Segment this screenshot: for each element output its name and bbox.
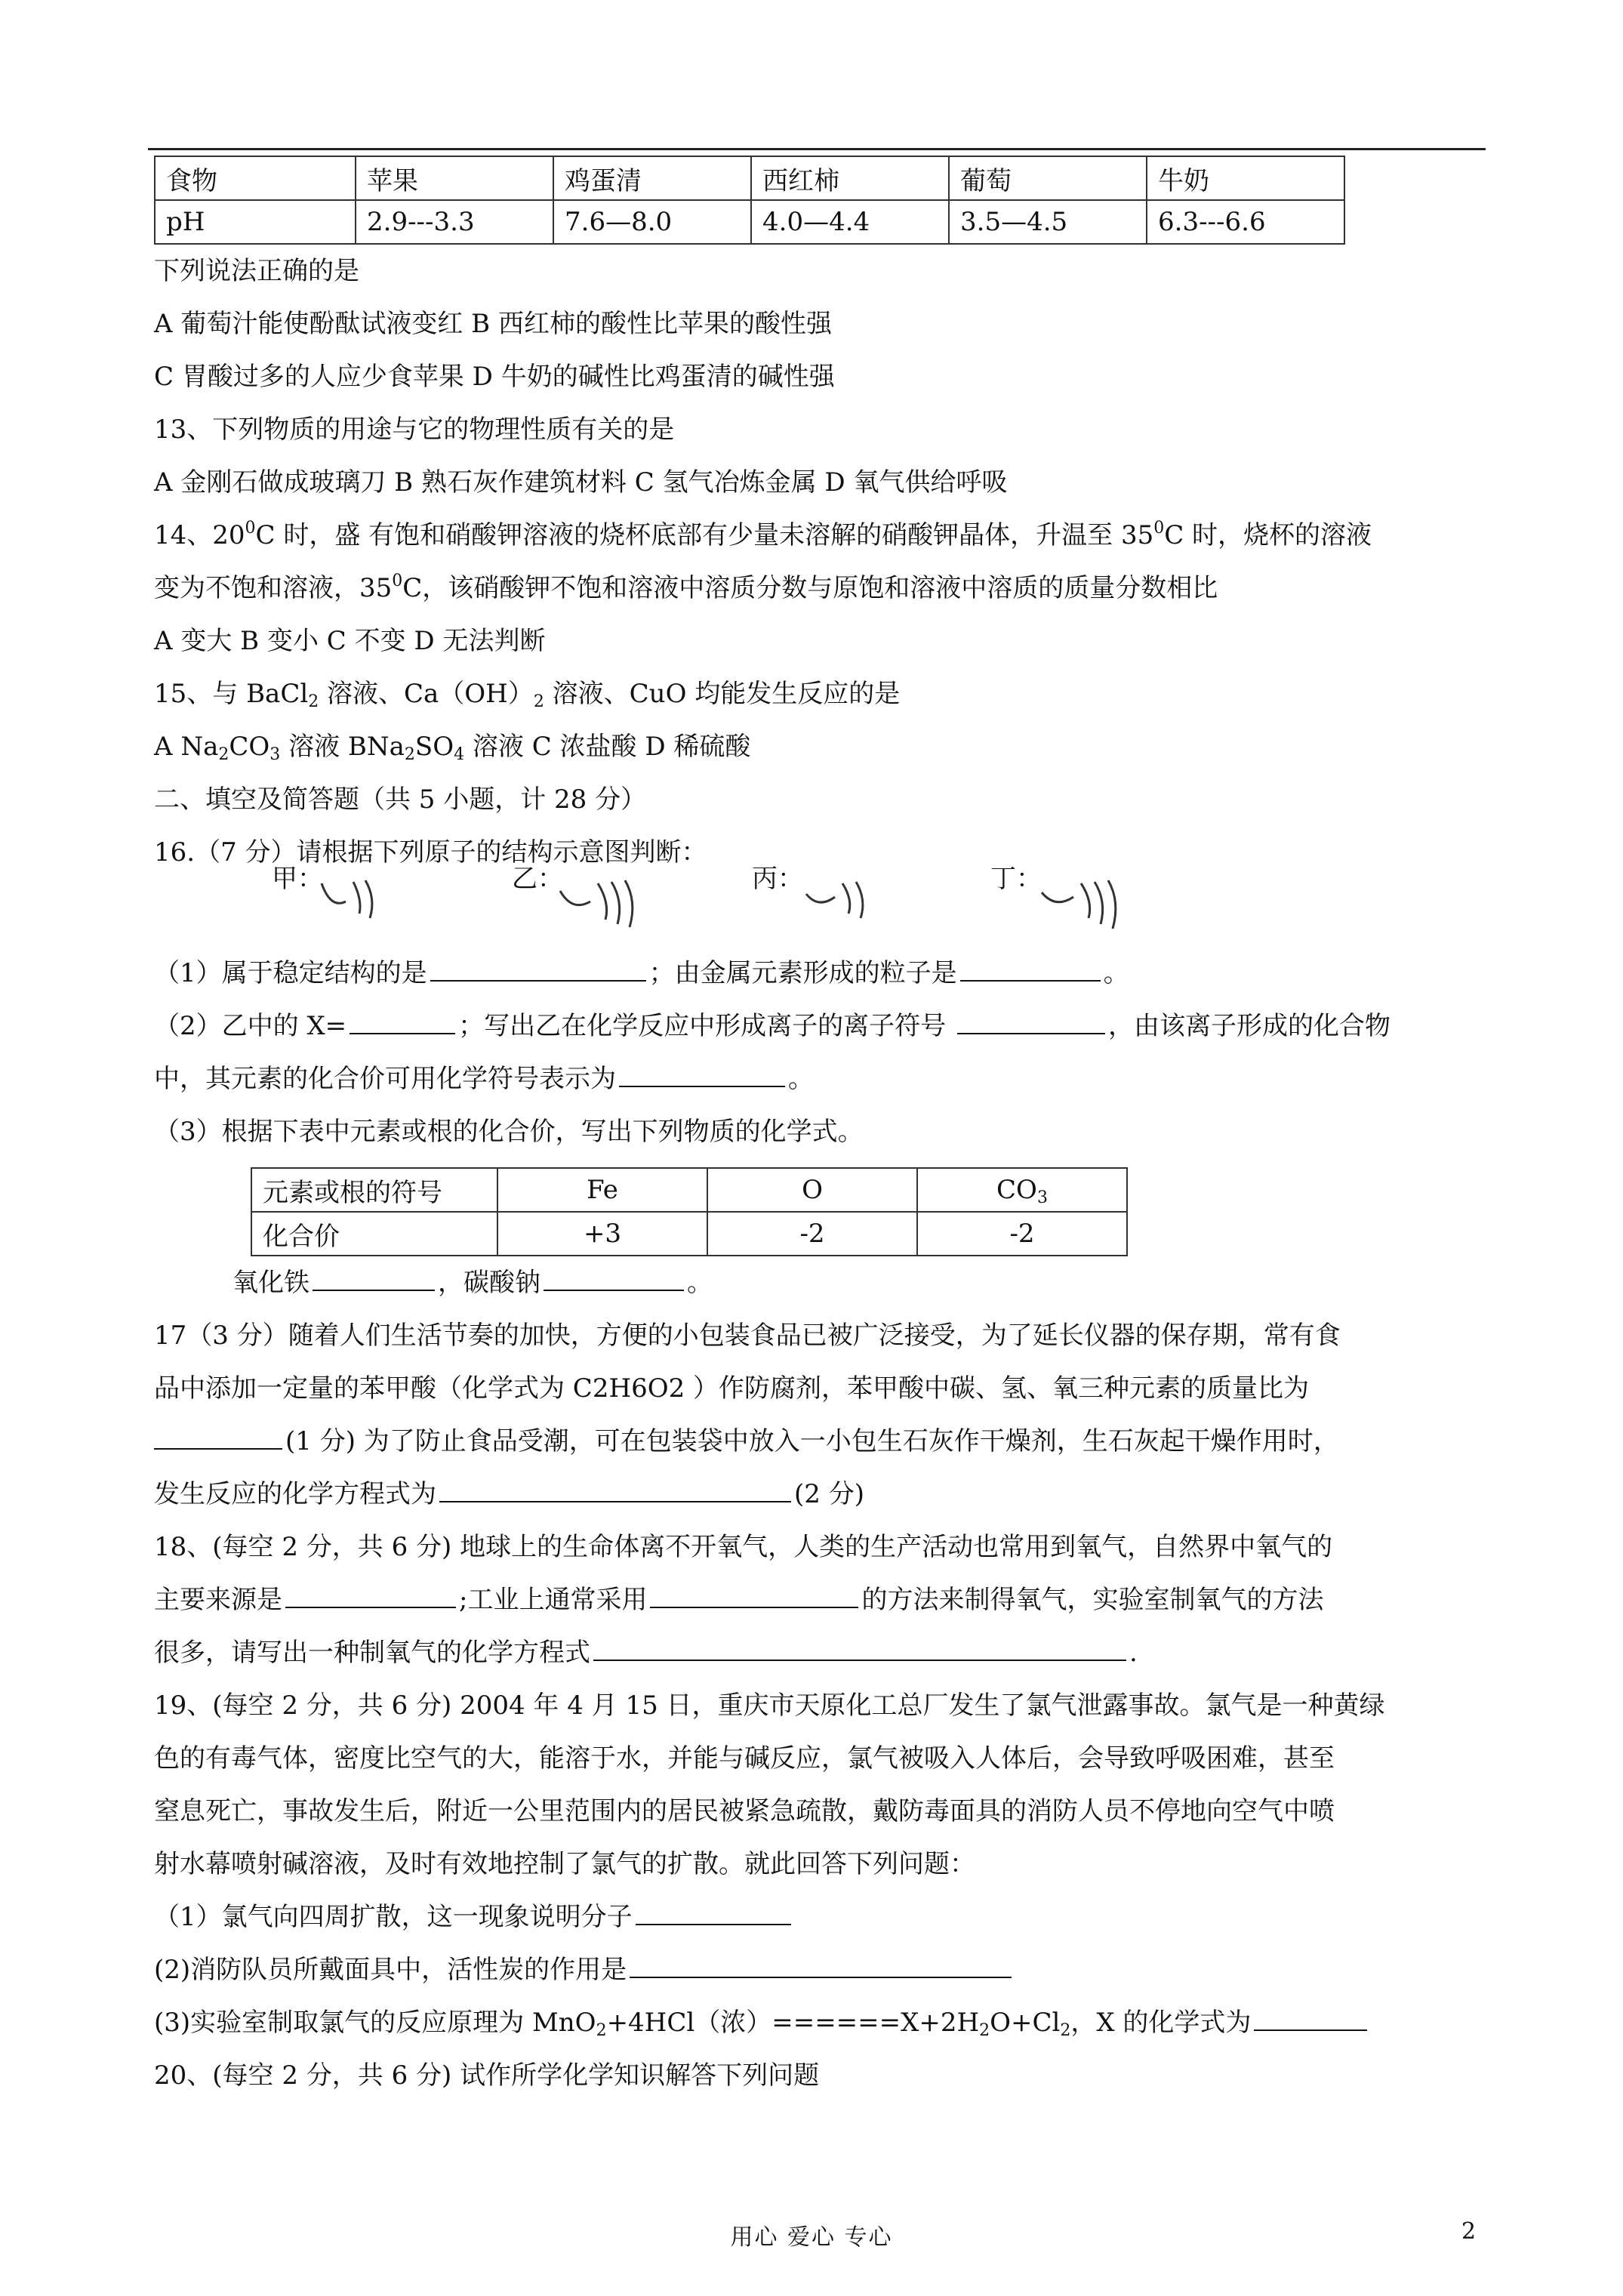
atom-ding bbox=[990, 864, 1042, 894]
ph-table bbox=[154, 156, 1345, 245]
text: +4HCl（浓）======X+2H bbox=[606, 2008, 980, 2038]
q14-line-2 bbox=[154, 562, 1483, 615]
table-cell: 牛奶 bbox=[1147, 156, 1344, 200]
text: 。 bbox=[1103, 958, 1129, 988]
atom-bing bbox=[752, 864, 803, 894]
text: CO bbox=[996, 1175, 1037, 1205]
answer-blank[interactable] bbox=[960, 951, 1101, 982]
text: 主要来源是 bbox=[154, 1585, 282, 1615]
table-cell: Fe bbox=[497, 1168, 707, 1212]
answer-blank[interactable] bbox=[1254, 2001, 1367, 2031]
answer-blank[interactable] bbox=[154, 1419, 282, 1450]
q19-part-3 bbox=[154, 1996, 1483, 2049]
page-footer: 用心 爱心 专心 bbox=[730, 2224, 893, 2251]
table-cell: -2 bbox=[707, 1212, 917, 1256]
valence-table bbox=[251, 1167, 1128, 1256]
text: ，碳酸钠 bbox=[438, 1268, 540, 1298]
q13-options: A 金刚石做成玻璃刀 B 熟石灰作建筑材料 C 氢气冶炼金属 D 氧气供给呼吸 bbox=[154, 467, 1008, 498]
table-row bbox=[155, 200, 1344, 244]
answer-blank[interactable] bbox=[650, 1578, 858, 1608]
answer-blank[interactable] bbox=[439, 1472, 791, 1502]
table-row bbox=[155, 156, 1344, 200]
q16-part-2-line-1 bbox=[154, 1000, 1483, 1052]
subscript: 2 bbox=[218, 745, 229, 764]
text: ，由该离子形成的化合物 bbox=[1107, 1011, 1390, 1041]
text: (2 分) bbox=[794, 1479, 864, 1509]
answer-blank[interactable] bbox=[593, 1631, 1126, 1661]
answer-blank[interactable] bbox=[544, 1261, 684, 1291]
subscript: 2 bbox=[1060, 2021, 1071, 2040]
q18-line-1: 18、(每空 2 分，共 6 分) 地球上的生命体离不开氧气，人类的生产活动也常用到氧气，自然界中氧气的 bbox=[154, 1532, 1333, 1562]
subscript: 2 bbox=[979, 2021, 990, 2040]
table-cell: 葡萄 bbox=[949, 156, 1147, 200]
q17-line-2: 品中添加一定量的苯甲酸（化学式为 C2H6O2 ）作防腐剂，苯甲酸中碳、氢、氧三种元素的质量比为 bbox=[154, 1373, 1310, 1404]
section-title: 二、填空及简答题（共 5 小题，计 28 分） bbox=[154, 784, 647, 815]
subscript: 2 bbox=[596, 2021, 607, 2040]
text: C 时，盛 有饱和硝酸钾溶液的烧杯底部有少量未溶解的硝酸钾晶体，升温至 35 bbox=[255, 520, 1154, 550]
q12-options-1: A 葡萄汁能使酚酞试液变红 B 西红柿的酸性比苹果的酸性强 bbox=[154, 309, 832, 339]
text: （1）氯气向四周扩散，这一现象说明分子 bbox=[154, 1902, 633, 1932]
q17-line-1: 17（3 分）随着人们生活节奏的加快，方便的小包装食品已被广泛接受，为了延长仪器的保存期，常有食 bbox=[154, 1321, 1341, 1351]
q15-options bbox=[154, 720, 1483, 773]
text: 氧化铁 bbox=[233, 1268, 310, 1298]
subscript: 2 bbox=[533, 692, 544, 711]
table-cell: 元素或根的符号 bbox=[251, 1168, 497, 1212]
table-row bbox=[251, 1168, 1127, 1212]
q12-stem: 下列说法正确的是 bbox=[154, 256, 359, 286]
q17-line-3 bbox=[154, 1415, 1483, 1468]
atom-shell-icon bbox=[796, 879, 886, 924]
table-cell: 食物 bbox=[155, 156, 356, 200]
answer-blank[interactable] bbox=[285, 1578, 456, 1608]
table-cell: 苹果 bbox=[356, 156, 553, 200]
q19-part-1 bbox=[154, 1891, 1483, 1943]
answer-blank[interactable] bbox=[630, 1948, 1012, 1978]
q19-line-4: 射水幕喷射碱溶液，及时有效地控制了氯气的扩散。就此回答下列问题： bbox=[154, 1849, 975, 1879]
text: ;工业上通常采用 bbox=[459, 1585, 648, 1615]
q19-part-2 bbox=[154, 1943, 1483, 1996]
superscript: 0 bbox=[392, 572, 403, 590]
q19-line-3: 窒息死亡，事故发生后，附近一公里范围内的居民被紧急疏散，戴防毒面具的消防人员不停地向空气中喷 bbox=[154, 1796, 1335, 1826]
text: (3)实验室制取氯气的反应原理为 MnO bbox=[154, 2008, 596, 2038]
text: SO bbox=[414, 732, 454, 762]
q16-part-3: （3）根据下表中元素或根的化合价，写出下列物质的化学式。 bbox=[154, 1117, 864, 1147]
q13-stem: 13、下列物质的用途与它的物理性质有关的是 bbox=[154, 415, 675, 445]
text: 发生反应的化学方程式为 bbox=[154, 1479, 436, 1509]
atom-yi bbox=[512, 864, 563, 894]
table-cell: 4.0—4.4 bbox=[751, 200, 949, 244]
superscript: 0 bbox=[1153, 519, 1165, 538]
q15-stem bbox=[154, 667, 1483, 720]
text: 变为不饱和溶液，35 bbox=[154, 573, 393, 603]
q16-stem: 16.（7 分）请根据下列原子的结构示意图判断： bbox=[154, 837, 707, 868]
table-cell: 7.6—8.0 bbox=[553, 200, 751, 244]
answer-blank[interactable] bbox=[619, 1057, 785, 1087]
text: 溶液、CuO 均能发生反应的是 bbox=[544, 679, 901, 709]
q14-options: A 变大 B 变小 C 不变 D 无法判断 bbox=[154, 626, 546, 656]
subscript: 3 bbox=[1036, 1188, 1048, 1207]
text: 溶液、Ca（OH） bbox=[319, 679, 534, 709]
text: A Na bbox=[154, 732, 219, 762]
table-cell: 6.3---6.6 bbox=[1147, 200, 1344, 244]
table-cell: 2.9---3.3 bbox=[356, 200, 553, 244]
text: ，X 的化学式为 bbox=[1070, 2008, 1252, 2038]
text: O+Cl bbox=[990, 2008, 1061, 2038]
atom-shell-icon bbox=[556, 879, 676, 932]
subscript: 3 bbox=[269, 745, 281, 764]
q18-line-3 bbox=[154, 1626, 1483, 1679]
text: C 时，烧杯的溶液 bbox=[1164, 520, 1372, 550]
atom-label: 丙： bbox=[752, 864, 803, 894]
answer-blank[interactable] bbox=[636, 1895, 791, 1925]
q19-line-2: 色的有毒气体，密度比空气的大，能溶于水，并能与碱反应，氯气被吸入人体后，会导致呼吸困难，甚至 bbox=[154, 1743, 1335, 1774]
text: CO bbox=[229, 732, 270, 762]
text: 中，其元素的化合价可用化学符号表示为 bbox=[154, 1064, 616, 1094]
atom-label: 甲： bbox=[272, 864, 323, 894]
q19-line-1: 19、(每空 2 分，共 6 分) 2004 年 4 月 15 日，重庆市天原化工总厂发生了氯气泄露事故。氯气是一种黄绿 bbox=[154, 1690, 1385, 1721]
text: . bbox=[1129, 1638, 1138, 1668]
table-cell: 西红柿 bbox=[751, 156, 949, 200]
atom-jia bbox=[272, 864, 323, 894]
q16-fill bbox=[154, 1256, 1483, 1309]
text: （2）乙中的 X= bbox=[154, 1011, 347, 1041]
table-row bbox=[251, 1212, 1127, 1256]
q20-stem: 20、(每空 2 分，共 6 分) 试作所学化学知识解答下列问题 bbox=[154, 2060, 820, 2091]
subscript: 2 bbox=[404, 745, 415, 764]
text: C，该硝酸钾不饱和溶液中溶质分数与原饱和溶液中溶质的质量分数相比 bbox=[402, 573, 1218, 603]
text: 溶液 BNa bbox=[280, 732, 405, 762]
atom-shell-icon bbox=[1034, 879, 1140, 932]
text: ；由金属元素形成的粒子是 bbox=[648, 958, 957, 988]
text: 。 bbox=[687, 1268, 713, 1298]
table-cell: +3 bbox=[497, 1212, 707, 1256]
text: 15、与 BaCl bbox=[154, 679, 309, 709]
subscript: 2 bbox=[308, 692, 319, 711]
text: 。 bbox=[788, 1064, 814, 1094]
table-cell: 3.5—4.5 bbox=[949, 200, 1147, 244]
q16-part-2-line-2 bbox=[154, 1052, 1483, 1105]
answer-blank[interactable] bbox=[350, 1004, 455, 1034]
atom-label: 乙： bbox=[512, 864, 563, 894]
page-content bbox=[154, 156, 1483, 2102]
q18-line-2 bbox=[154, 1573, 1483, 1626]
header-rule bbox=[148, 148, 1486, 150]
text: 很多，请写出一种制氧气的化学方程式 bbox=[154, 1638, 590, 1668]
atom-diagrams bbox=[154, 864, 1483, 947]
q14-line-1 bbox=[154, 509, 1483, 562]
text: (2)消防队员所戴面具中，活性炭的作用是 bbox=[154, 1955, 627, 1985]
subscript: 4 bbox=[454, 745, 465, 764]
text: ；写出乙在化学反应中形成离子的离子符号 bbox=[458, 1011, 954, 1041]
text: 的方法来制得氧气，实验室制氧气的方法 bbox=[861, 1585, 1324, 1615]
text: 溶液 C 浓盐酸 D 稀硫酸 bbox=[464, 732, 751, 762]
atom-label: 丁： bbox=[990, 864, 1042, 894]
q17-line-4 bbox=[154, 1468, 1483, 1521]
text: 14、20 bbox=[154, 520, 245, 550]
table-cell: 鸡蛋清 bbox=[553, 156, 751, 200]
text: (1 分) 为了防止食品受潮，可在包装袋中放入一小包生石灰作干燥剂，生石灰起干燥作用时， bbox=[285, 1426, 1339, 1456]
answer-blank[interactable] bbox=[313, 1261, 435, 1291]
q12-options-2: C 胃酸过多的人应少食苹果 D 牛奶的碱性比鸡蛋清的碱性强 bbox=[154, 362, 835, 392]
atom-shell-icon bbox=[316, 879, 406, 924]
answer-blank[interactable] bbox=[430, 951, 646, 982]
table-cell: 化合价 bbox=[251, 1212, 497, 1256]
table-cell bbox=[917, 1168, 1127, 1212]
superscript: 0 bbox=[245, 519, 256, 538]
text: （1）属于稳定结构的是 bbox=[154, 958, 427, 988]
table-cell: O bbox=[707, 1168, 917, 1212]
table-cell: pH bbox=[155, 200, 356, 244]
table-cell: -2 bbox=[917, 1212, 1127, 1256]
q16-part-1 bbox=[154, 947, 1483, 1000]
page-number: 2 bbox=[1461, 2218, 1477, 2245]
answer-blank[interactable] bbox=[957, 1004, 1105, 1034]
